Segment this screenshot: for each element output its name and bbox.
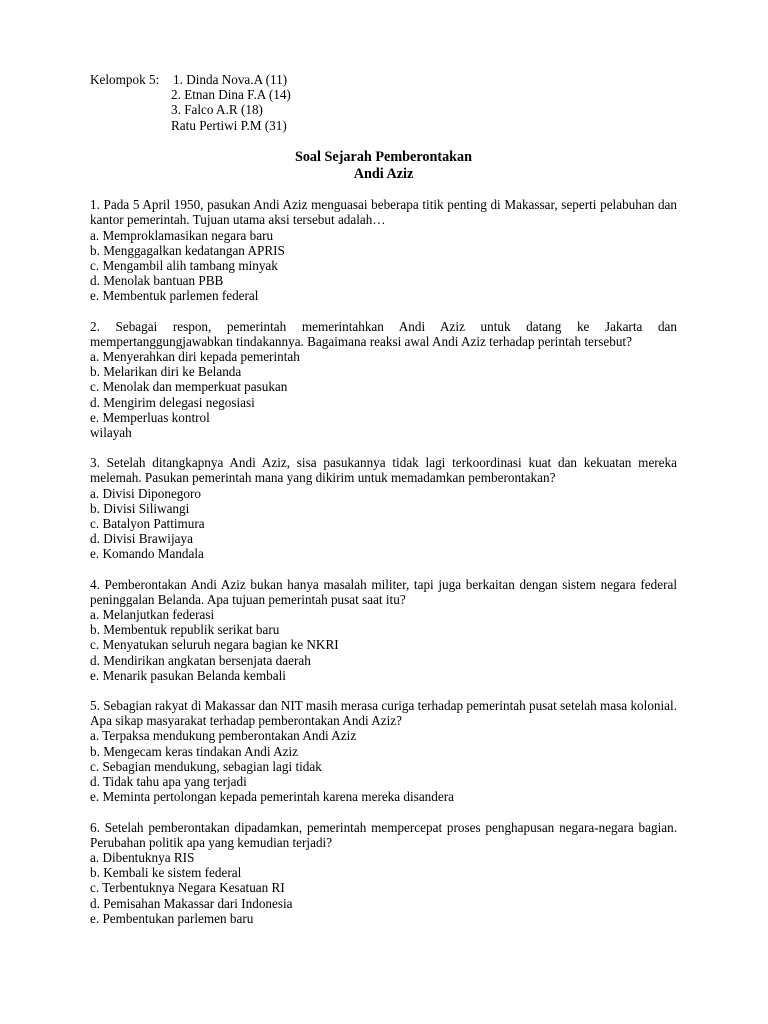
question-4 [90, 577, 677, 683]
member-4: Ratu Pertiwi P.M (31) [171, 117, 287, 133]
option-a: a. Memproklamasikan negara baru [90, 227, 274, 243]
option-e-continuation: wilayah [90, 425, 132, 441]
option-d: d. Mengirim delegasi negosiasi [90, 394, 255, 410]
document-page [90, 72, 677, 926]
question-6 [90, 820, 677, 926]
option-a: a. Menyerahkan diri kepada pemerintah [90, 349, 300, 365]
option-a: a. Melanjutkan federasi [90, 607, 215, 623]
member-3: 3. Falco A.R (18) [171, 102, 263, 118]
option-b: b. Divisi Siliwangi [90, 500, 190, 516]
question-text: 4. Pemberontakan Andi Aziz bukan hanya masalah militer, tapi juga berkaitan dengan sistem negara federal peninggalan Belanda. Apa tujuan pemerintah pusat saat itu? [90, 576, 677, 607]
group-members-block [90, 72, 677, 133]
question-3 [90, 455, 677, 561]
option-c: c. Mengambil alih tambang minyak [90, 258, 278, 273]
document-title [90, 149, 677, 182]
option-b: b. Kembali ke sistem federal [90, 865, 242, 881]
option-b: b. Mengecam keras tindakan Andi Aziz [90, 743, 299, 759]
option-d: d. Pemisahan Makassar dari Indonesia [90, 895, 293, 911]
option-b: b. Membentuk republik serikat baru [90, 622, 280, 638]
option-a: a. Dibentuknya RIS [90, 849, 195, 865]
question-text: 1. Pada 5 April 1950, pasukan Andi Aziz menguasai beberapa titik penting di Makassar, seperti pelabuhan dan kantor pemerintah. Tujuan utama aksi tersebut adalah… [90, 197, 677, 228]
option-e: e. Pembentukan parlemen baru [90, 910, 254, 926]
question-text: 3. Setelah ditangkapnya Andi Aziz, sisa pasukannya tidak lagi terkoordinasi kuat dan kekuatan mereka melemah. Pasukan pemerintah mana yang dikirim untuk memadamkan pemberontakan? [90, 455, 677, 486]
option-e: e. Komando Mandala [90, 546, 204, 562]
group-label: Kelompok 5: [90, 72, 160, 87]
question-text: 2. Sebagai respon, pemerintah memerintahkan Andi Aziz untuk datang ke Jakarta dan mempertanggungjawabkan tindakannya. Bagaimana reaksi awal Andi Aziz terhadap perintah tersebut? [90, 318, 677, 349]
option-e: e. Meminta pertolongan kepada pemerintah karena mereka disandera [90, 789, 454, 805]
question-5 [90, 698, 677, 804]
question-text: 6. Setelah pemberontakan dipadamkan, pemerintah mempercepat proses penghapusan negara-negara bagian. Perubahan politik apa yang kemudian terjadi? [90, 819, 677, 850]
option-a: a. Divisi Diponegoro [90, 485, 201, 501]
option-d: d. Mendirikan angkatan bersenjata daerah [90, 652, 311, 668]
option-c: c. Menyatukan seluruh negara bagian ke NKRI [90, 637, 339, 653]
option-e: e. Membentuk parlemen federal [90, 288, 259, 304]
option-b: b. Melarikan diri ke Belanda [90, 364, 242, 380]
title-line-2: Andi Aziz [353, 165, 414, 182]
option-d: d. Menolak bantuan PBB [90, 273, 224, 289]
member-1: 1. Dinda Nova.A (11) [173, 72, 288, 87]
question-2 [90, 319, 677, 441]
option-c: c. Menolak dan memperkuat pasukan [90, 379, 288, 395]
option-e: e. Memperluas kontrol [90, 409, 210, 425]
option-c: c. Terbentuknya Negara Kesatuan RI [90, 880, 285, 896]
option-b: b. Menggagalkan kedatangan APRIS [90, 242, 285, 258]
option-c: c. Batalyon Pattimura [90, 516, 205, 532]
question-1 [90, 197, 677, 303]
option-d: d. Tidak tahu apa yang terjadi [90, 774, 247, 790]
question-text: 5. Sebagian rakyat di Makassar dan NIT masih merasa curiga terhadap pemerintah pusat setelah masa kolonial. Apa sikap masyarakat terhadap pemberontakan Andi Aziz? [90, 698, 677, 729]
option-e: e. Menarik pasukan Belanda kembali [90, 667, 286, 683]
member-2: 2. Etnan Dina F.A (14) [171, 87, 291, 103]
title-line-1: Soal Sejarah Pemberontakan [294, 149, 473, 165]
option-a: a. Terpaksa mendukung pemberontakan Andi Aziz [90, 728, 357, 744]
option-d: d. Divisi Brawijaya [90, 531, 193, 547]
option-c: c. Sebagian mendukung, sebagian lagi tidak [90, 758, 322, 774]
